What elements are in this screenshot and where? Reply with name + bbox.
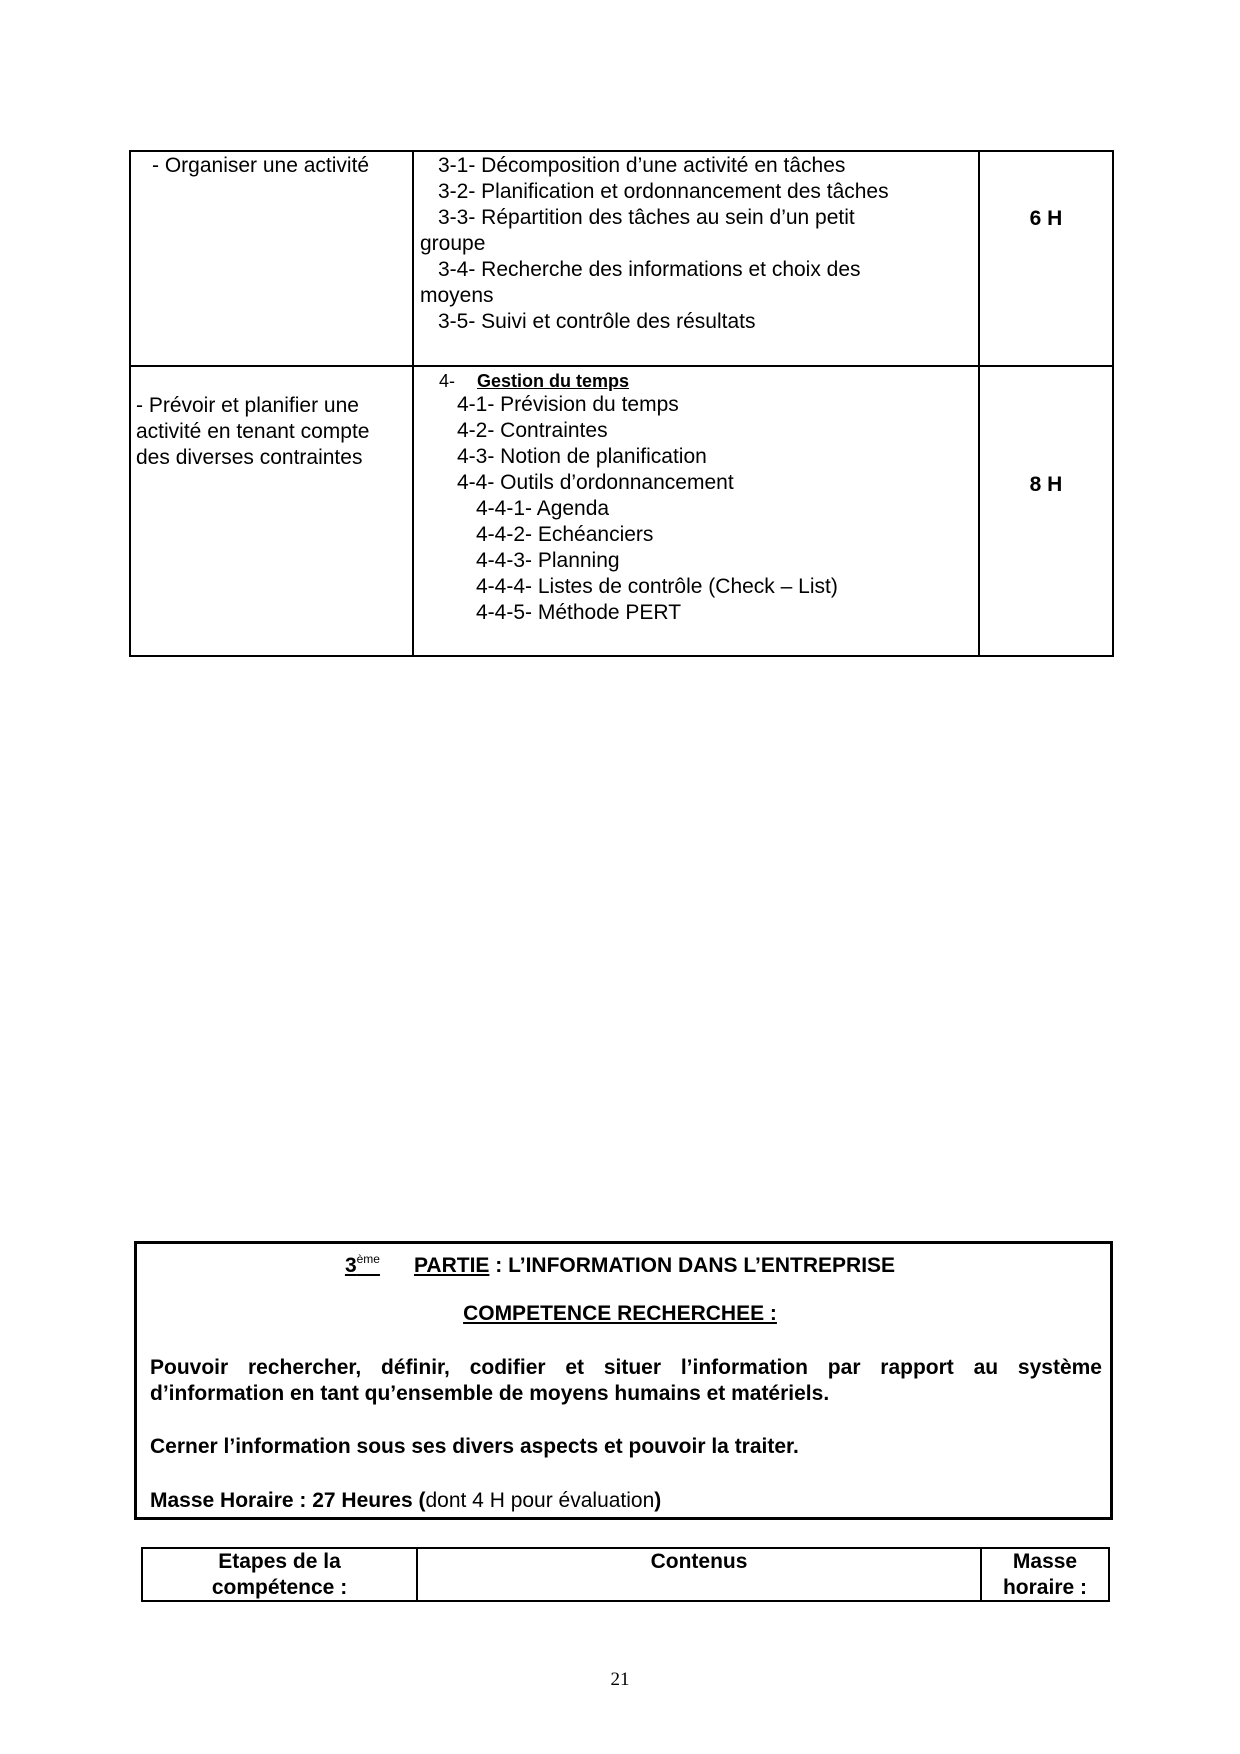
list-item: 4-4-4- Listes de contrôle (Check – List) [476,575,838,598]
section-heading [439,370,629,392]
list-item: 4-4-3- Planning [476,549,620,572]
header-etapes-line1: Etapes de la [218,1550,341,1573]
partie-heading-text: : L’INFORMATION DANS L’ENTREPRISE [489,1254,896,1277]
page-number: 21 [610,1669,630,1690]
table-row [152,153,369,179]
section-number: 4- [439,371,456,391]
competence-heading: COMPETENCE RECHERCHEE : [463,1302,777,1325]
row-divider [129,365,1114,367]
partie-number-digit: 3 [344,1254,357,1277]
table-border [129,150,131,657]
header-masse-line1: Masse [1012,1550,1078,1573]
header-contenus: Contenus [650,1550,748,1573]
partie-number [345,1254,380,1277]
list-item: 3-3- Répartition des tâches au sein d’un petit [438,206,855,229]
list-item: 4-4-2- Echéanciers [476,523,654,546]
partie-label: PARTIE [413,1254,490,1277]
competence-paragraph-2: Cerner l’information sous ses divers aspects et pouvoir la traiter. [150,1435,799,1458]
contenus-list [420,153,889,335]
list-item: 4-4-5- Méthode PERT [476,601,682,624]
list-item: 4-4- Outils d’ordonnancement [457,471,734,494]
etape-text: activité en tenant compte [136,420,370,443]
masse-horaire-line [150,1488,661,1514]
list-item: 3-1- Décomposition d’une activité en tâches [438,154,846,177]
list-item: 4-1- Prévision du temps [457,393,679,416]
header-masse-line2: horaire : [1002,1576,1088,1599]
masse-horaire-value: 6 H [1029,207,1063,230]
list-item: 3-4- Recherche des informations et choix des [438,258,861,281]
header-masse-horaire [982,1549,1108,1601]
table-border [129,150,1114,152]
masse-horaire-detail: dont 4 H pour évaluation [425,1489,655,1512]
masse-horaire-value: 8 H [1029,473,1063,496]
competence-paragraph: Pouvoir rechercher, définir, codifier et situer l’information par rapport au système d’information en tant qu’ensemble de moyens humains et matériels. [150,1356,1102,1405]
header-etapes-line2: compétence : [211,1576,348,1599]
partie-title [0,1246,1240,1279]
list-item: 3-5- Suivi et contrôle des résultats [438,310,756,333]
list-item: 3-2- Planification et ordonnancement des tâches [438,180,889,203]
contents-header-table [141,1547,1110,1602]
masse-horaire-label: Masse Horaire : 27 Heures ( [150,1489,426,1512]
list-item: 4-4-1- Agenda [476,497,610,520]
section-title: Gestion du temps [477,371,630,391]
list-item: moyens [420,284,494,307]
list-item: 4-2- Contraintes [457,419,608,442]
list-item: groupe [420,232,486,255]
table-border [1112,150,1114,657]
etape-text: - Organiser une activité [152,154,370,177]
list-item: 4-3- Notion de planification [457,445,707,468]
column-divider [412,150,414,657]
competence-table [129,150,1114,657]
partie-superscript: ème [356,1252,380,1266]
etape-text: des diverses contraintes [136,446,363,469]
table-row [136,393,369,471]
contenus-list [457,392,838,626]
header-etapes [143,1549,416,1601]
table-border [129,655,1114,657]
masse-horaire-close: ) [654,1489,662,1512]
etape-text: - Prévoir et planifier une [136,394,359,417]
